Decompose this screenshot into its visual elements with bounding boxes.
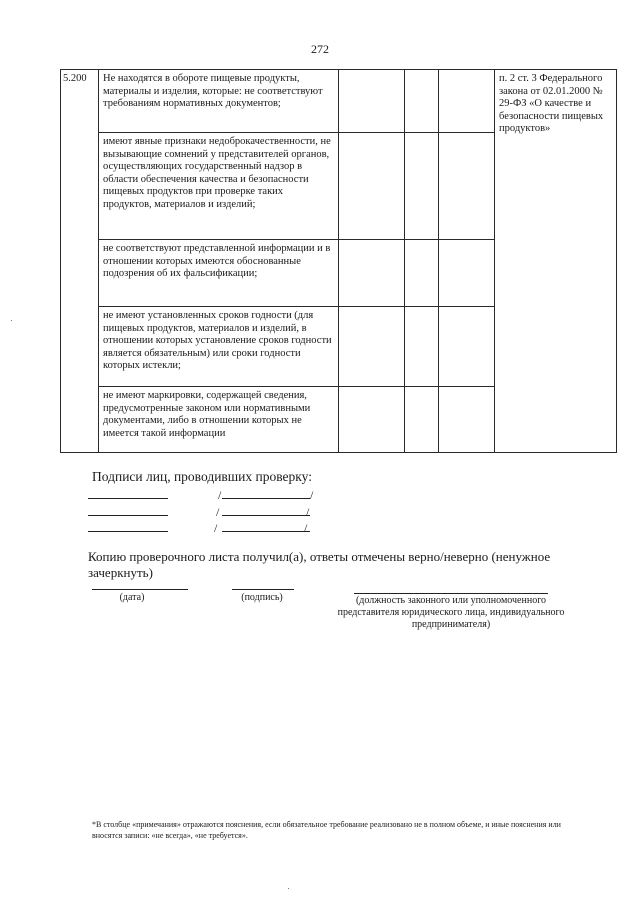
answer-cell-na [439, 387, 495, 453]
slash-left: / [214, 521, 218, 535]
answer-cell-na [439, 70, 495, 133]
signature-line [88, 515, 168, 516]
slash-right: / [310, 488, 314, 502]
copy-received-text: Копию проверочного листа получил(а), ответы отмечены верно/неверно (ненужное зачеркнуть) [88, 549, 551, 580]
answer-cell-no [405, 70, 439, 133]
signature-line [88, 498, 168, 499]
date-caption: (дата) [119, 592, 145, 603]
answer-cell-yes [339, 70, 405, 133]
signature-row [88, 488, 328, 504]
requirement-text: не имеют маркировки, содержащей сведения, предусмотренные законом или нормативными документами, либо в отношении которых не имеется такой информации [99, 387, 339, 453]
answer-cell-na [439, 307, 495, 387]
answer-cell-no [405, 133, 439, 240]
legal-reference: п. 2 ст. 3 Федерального закона от 02.01.2000 № 29-ФЗ «О качестве и безопасности пищевых продуктов» [495, 70, 617, 453]
slash-left: / [216, 505, 220, 519]
slash-right: / [304, 521, 308, 535]
answer-cell-yes [339, 240, 405, 307]
answer-cell-no [405, 387, 439, 453]
table-row [61, 70, 617, 133]
requirement-text: Не находятся в обороте пищевые продукты, материалы и изделия, которые: не соответствуют требованиям нормативных документов; [99, 70, 339, 133]
item-number: 5.200 [61, 70, 99, 453]
checklist-table [60, 69, 617, 453]
requirement-text: имеют явные признаки недоброкачественности, не вызывающие сомнений у представителей органов, осуществляющих государственный надзор в области обеспечения качества и безопасности пищевых продуктов при проверке таких продуктов, материалов и изделий; [99, 133, 339, 240]
answer-cell-no [405, 240, 439, 307]
position-caption: (должность законного или уполномоченного представителя юридического лица, индивидуального предпринимателя) [337, 595, 565, 630]
signature-line [88, 531, 168, 532]
signatures-title: Подписи лиц, проводивших проверку: [92, 469, 312, 484]
requirement-text: не имеют установленных сроков годности (для пищевых продуктов, материалов и изделий, в отношении которых установление сроков годности является обязательным) или сроки годности которых истекли; [99, 307, 339, 387]
signature-line [232, 589, 294, 590]
name-line [222, 531, 310, 532]
position-line [354, 593, 548, 594]
scan-speck [11, 320, 12, 321]
answer-cell-no [405, 307, 439, 387]
slash-right: / [306, 505, 310, 519]
answer-cell-yes [339, 307, 405, 387]
page-number: 272 [311, 42, 329, 56]
requirement-text: не соответствуют представленной информации и в отношении которых имеются обоснованные подозрения об их фальсификации; [99, 240, 339, 307]
signature-caption: (подпись) [241, 592, 283, 603]
name-line [222, 515, 310, 516]
answer-cell-na [439, 133, 495, 240]
footnote: *В столбце «примечания» отражаются пояснения, если обязательное требование реализовано не в полном объеме, и иные пояснения или вносятся записи: «не всегда», «не требуется». [92, 820, 561, 840]
scan-speck [288, 888, 289, 889]
slash-left: / [218, 488, 222, 502]
answer-cell-na [439, 240, 495, 307]
signature-row [88, 505, 328, 521]
signature-row [88, 521, 328, 537]
date-line [92, 589, 188, 590]
answer-cell-yes [339, 387, 405, 453]
answer-cell-yes [339, 133, 405, 240]
name-line [222, 498, 310, 499]
